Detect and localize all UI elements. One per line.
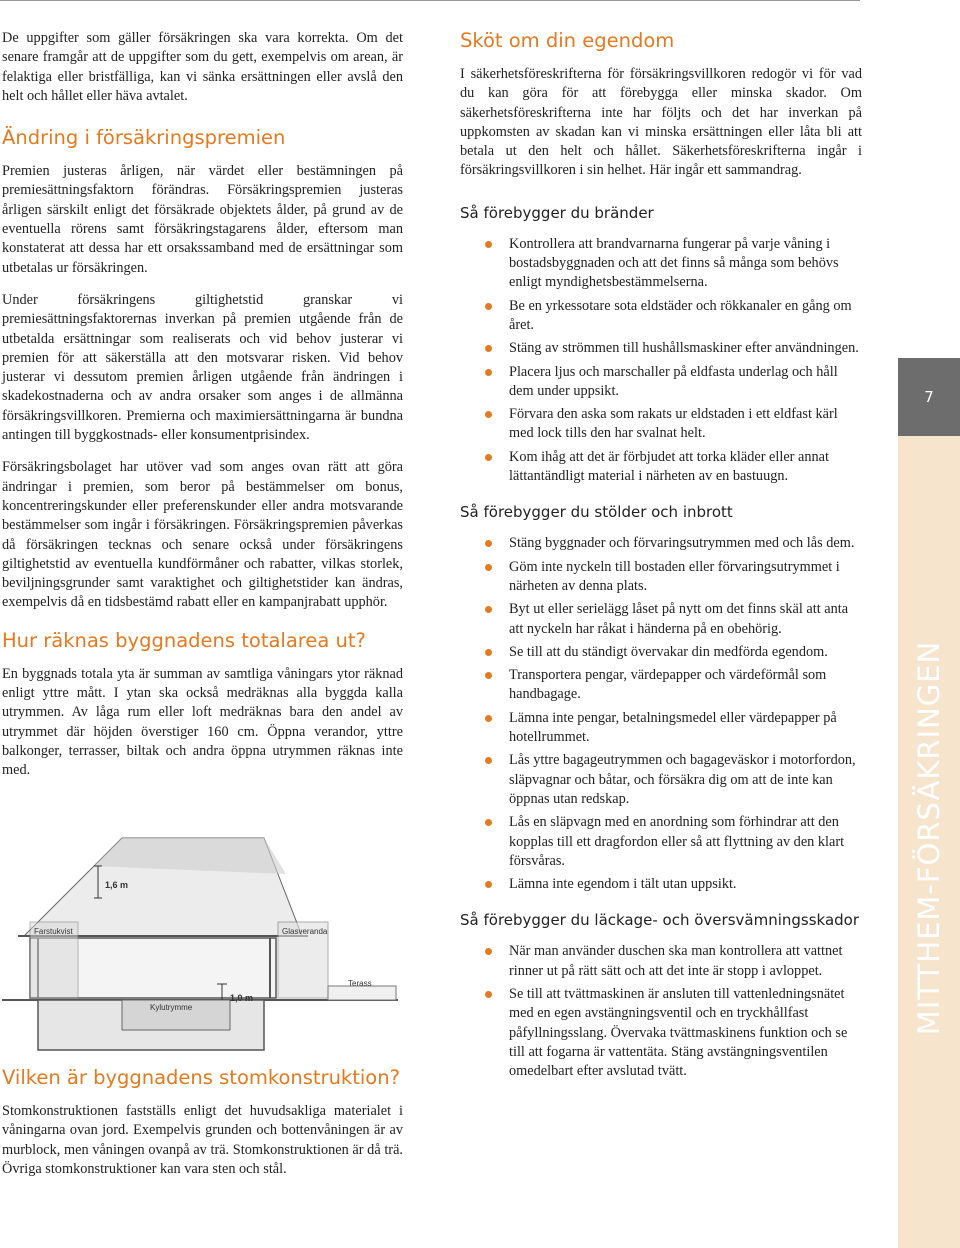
premium-paragraph-1: Premien justeras årligen, när värdet eller bestämningen på premiesättningsfaktorn förändras. Försäkringspremien justeras årligen särskilt enligt det försäkrade objektets ålder, på grund av de eventuella rörens samt försäkringstagarens ålder, eftersom man konstaterat att dessa har ett orsakssamband med de ersättningar som utbetalas ur försäkringen. — [2, 163, 403, 276]
right-column — [460, 29, 862, 1097]
intro-paragraph: De uppgifter som gäller försäkringen ska vara korrekta. Om det senare framgår att de uppgifter som du gett, exempelvis om arean, är felaktiga eller bristfälliga, kan vi sänka ersättningen eller avslå den helt och hållet eller häva avtalet. — [2, 30, 403, 104]
bullet-icon — [485, 606, 492, 613]
bullet-icon — [485, 540, 492, 547]
list-item: Se till att du ständigt övervakar din medförda egendom. — [460, 643, 862, 662]
bullet-icon — [485, 411, 492, 418]
label-farstukvist: Farstukvist — [34, 927, 73, 936]
left-bottom-block — [2, 1066, 403, 1192]
list-item: Lås yttre bagageutrymmen och bagageväskor i motorfordon, släpvagnar och båtar, och försäkra dig om att de inte kan öppnas utan redskap. — [460, 751, 862, 809]
bullet-icon — [485, 241, 492, 248]
list-item: Byt ut eller serielägg låset på nytt om det finns skäl att anta att nyckeln har råkat i händerna på en obehörig. — [460, 600, 862, 639]
list-item: Göm inte nyckeln till bostaden eller förvaringsutrymmet i närheten av denna plats. — [460, 558, 862, 597]
dim-bottom-label: 1,0 m — [230, 993, 254, 1003]
list-item: Lämna inte egendom i tält utan uppsikt. — [460, 875, 862, 894]
list-item: Stäng av strömmen till hushållsmaskiner efter användningen. — [460, 339, 862, 358]
bullet-icon — [485, 715, 492, 722]
bullet-icon — [485, 757, 492, 764]
bullet-icon — [485, 564, 492, 571]
list-item: Kom ihåg att det är förbjudet att torka kläder eller annat lättantändligt material i närheten av en bastuugn. — [460, 448, 862, 487]
list-item: Förvara den aska som rakats ur eldstaden i ett eldfast kärl med lock tills den har svalnat helt. — [460, 405, 862, 444]
bullet-icon — [485, 345, 492, 352]
page-number: 7 — [898, 358, 960, 436]
left-column — [2, 29, 403, 794]
structure-paragraph: Stomkonstruktionen fastställs enligt det huvudsakliga materialet i våningarna ovan jord. Exempelvis grunden och bottenvåningen är av murblock, men våningen ovanpå av trä. Stomkonstruktionen är då trä. Övriga stomkonstruktioner kan vara sten och stål. — [2, 1103, 403, 1177]
bullet-icon — [485, 948, 492, 955]
water-list — [460, 942, 862, 1081]
list-item: Transportera pengar, värdepapper och värdeförmål som handbagage. — [460, 666, 862, 705]
heading-structure: Vilken är byggnadens stomkonstruktion? — [2, 1066, 400, 1089]
heading-water: Så förebygger du läckage- och översvämningsskador — [460, 911, 860, 930]
building-section-figure — [2, 796, 402, 1058]
heading-care: Sköt om din egendom — [460, 29, 675, 52]
label-kylutrymme: Kylutrymme — [150, 1003, 193, 1012]
fire-list — [460, 235, 862, 487]
list-item: Se till att tvättmaskinen är ansluten till vattenledningsnätet med en egen avstängningsventil och en tryckhållfast påfyllningsslang. Övervaka tvättmaskinens funktion och se till att fogarna är vattentäta. Stäng avstängningsventilen omedelbart efter avslutad tvätt. — [460, 985, 862, 1081]
list-item: Kontrollera att brandvarnarna fungerar på varje våning i bostadsbyggnaden och att det finns så många som behövs enligt myndighetsbestämmelserna. — [460, 235, 862, 293]
list-item: Be en yrkessotare sota eldstäder och rökkanaler en gång om året. — [460, 297, 862, 336]
list-item: Stäng byggnader och förvaringsutrymmen med och lås dem. — [460, 534, 862, 553]
premium-paragraph-3: Försäkringsbolaget har utöver vad som anges ovan rätt att göra ändringar i premien, som beror på bestämmelser om bonus, koncentreringskunder eller preferenskunder eller andra motsvarande bestämmelser som ingår i försäkringen. Försäkringspremien påverkas då försäkringen tecknas och senare också under försäkringens giltighetstid av eventuella kundförmåner och rabatter, vilkas storlek, beviljningsgrunder samt varaktighet och giltighetstider kan ändras, exempelvis då en tidsbestämd rabatt eller en kampanjrabatt upphör. — [2, 459, 403, 611]
bullet-icon — [485, 369, 492, 376]
list-item: Placera ljus och marschaller på eldfasta underlag och håll dem under uppsikt. — [460, 363, 862, 402]
bullet-icon — [485, 303, 492, 310]
bullet-icon — [485, 819, 492, 826]
heading-fire: Så förebygger du bränder — [460, 203, 654, 222]
top-rule — [0, 0, 860, 1]
bullet-icon — [485, 649, 492, 656]
theft-list — [460, 534, 862, 894]
label-terass: Terass — [348, 979, 372, 988]
dim-top-label: 1,6 m — [105, 880, 129, 890]
heading-premium-change: Ändring i försäkringspremien — [2, 126, 286, 150]
bullet-icon — [485, 672, 492, 679]
list-item: När man använder duschen ska man kontrollera att vattnet rinner ut på rätt sätt och att det inte är stopp i avloppet. — [460, 942, 862, 981]
side-tab-label: MITTHEM-FÖRSÄKRINGEN — [912, 640, 946, 1036]
bullet-icon — [485, 881, 492, 888]
heading-theft: Så förebygger du stölder och inbrott — [460, 503, 733, 522]
area-paragraph: En byggnads totala yta är summan av samtliga våningars ytor räknad enligt yttre mått. I ytan ska också medräknas alla byggda kalla utrymmen. Av låga rum eller loft medräknas bara den andel av utrymmet där höjden överstiger 160 cm. Öppna verandor, yttre balkonger, terrasser, biltak och andra öppna utrymmen räknas inte med. — [2, 665, 403, 779]
label-glasveranda: Glasveranda — [282, 927, 328, 936]
premium-paragraph-2: Under försäkringens giltighetstid granskar vi premiesättningsfaktorernas inverkan på premien utgående från de utbetalda ersättningar som realiserats och vid behov justerar vi premien för att säkerställa att den motsvarar risken. Vid behov justerar vi dessutom premien årligen utgående från ändringen i skadekostnaderna och av andra orsaker som anges i de allmänna försäkringsvillkoren. Premierna och maximiersättningarna är bundna antingen till byggkostnads- eller konsumentprisindex. — [2, 291, 403, 444]
list-item: Lämna inte pengar, betalningsmedel eller värdepapper på hotellrummet. — [460, 709, 862, 748]
bullet-icon — [485, 454, 492, 461]
care-paragraph: I säkerhetsföreskrifterna för försäkringsvillkoren redogör vi för vad du kan göra för att förebygga eller minska skador. Om säkerhetsföreskrifterna inte har följts och det har inverkan på uppkomsten av skadan kan vi minska ersättningen eller låta bli att betala ut den helt och hållet. Säkerhetsföreskrifterna ingår i försäkringsvillkoren i sin helhet. Här ingår ett sammandrag. — [460, 66, 862, 179]
bullet-icon — [485, 991, 492, 998]
list-item: Lås en släpvagn med en anordning som förhindrar att den kopplas till ett dragfordon eller så att flyttning av den klart försvåras. — [460, 813, 862, 871]
heading-total-area: Hur räknas byggnadens totalarea ut? — [2, 628, 366, 652]
